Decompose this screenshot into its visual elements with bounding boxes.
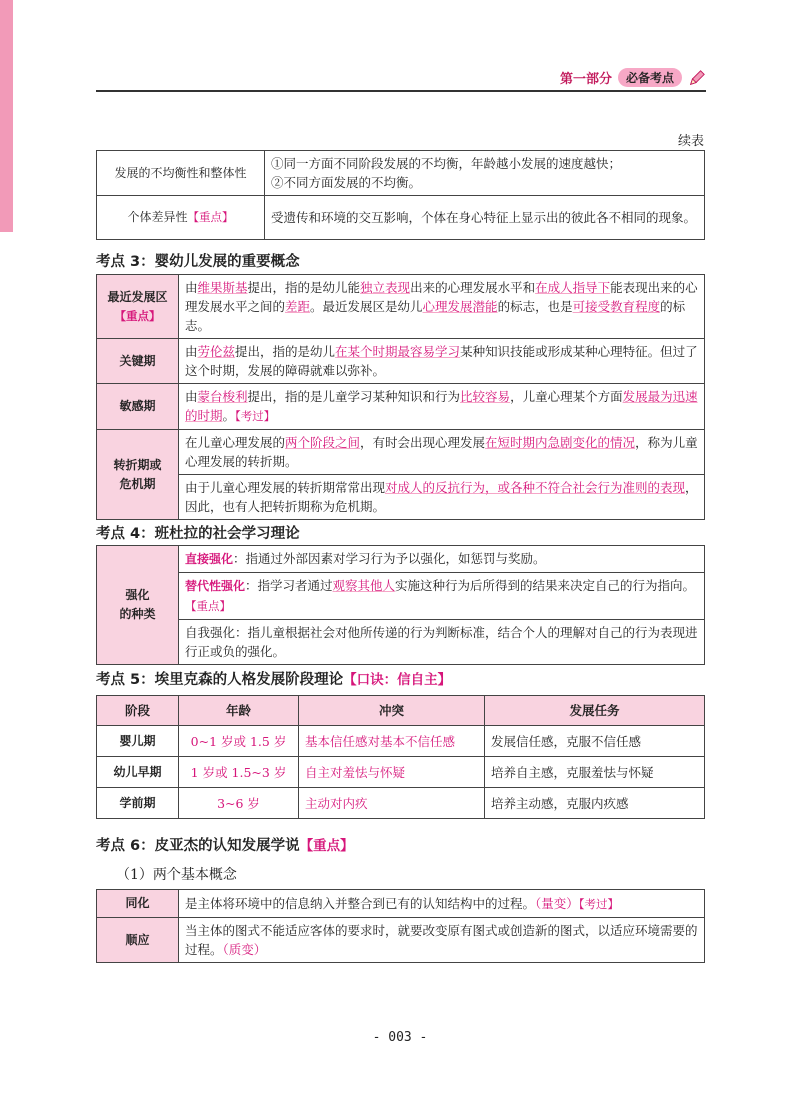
section-5-title: 考点 5：埃里克森的人格发展阶段理论【口诀：信自主】: [96, 672, 452, 688]
table-row: [97, 890, 705, 918]
desc-cell: 受遗传和环境的交互影响，个体在身心特征上显示出的彼此各不相同的现象。: [265, 196, 705, 240]
section-3-title: 考点 3：婴幼儿发展的重要概念: [96, 254, 300, 270]
term-cell: 顺应: [97, 918, 179, 963]
desc-cell: 是主体将环境中的信息纳入并整合到已有的认知结构中的过程。（量变）【考过】: [179, 890, 705, 918]
desc-cell: ①同一方面不同阶段发展的不均衡，年龄越小发展的速度越快； ②不同方面发展的不均衡。: [265, 151, 705, 196]
age-cell: 1 岁或 1.5~3 岁: [179, 757, 299, 788]
column-header: 冲突: [299, 696, 485, 726]
desc-cell: 由蒙台梭利提出，指的是儿童学习某种知识和行为比较容易，儿童心理某个方面发展最为迅速的时期。【考过】: [179, 384, 705, 430]
concepts-table: [96, 274, 705, 520]
term-cell: 发展的不均衡性和整体性: [97, 151, 265, 196]
age-cell: 3~6 岁: [179, 788, 299, 819]
term-cell: 个体差异性【重点】: [97, 196, 265, 240]
development-traits-table: [96, 150, 705, 240]
conflict-cell: 自主对羞怯与怀疑: [299, 757, 485, 788]
table-row: [97, 620, 705, 665]
section-4-title: 考点 4：班杜拉的社会学习理论: [96, 526, 300, 542]
stage-cell: 学前期: [97, 788, 179, 819]
stage-cell: 婴儿期: [97, 726, 179, 757]
desc-cell: 自我强化：指儿童根据社会对他所传递的行为判断标准，结合个人的理解对自己的行为表现进行正或负的强化。: [179, 620, 705, 665]
section-6-title: 考点 6：皮亚杰的认知发展学说【重点】: [96, 838, 354, 854]
task-cell: 发展信任感，克服不信任感: [485, 726, 705, 757]
table-row: [97, 339, 705, 384]
section-6-subtitle: （1）两个基本概念: [116, 867, 237, 883]
age-cell: 0~1 岁或 1.5 岁: [179, 726, 299, 757]
table-row: [97, 573, 705, 620]
side-color-tab: [0, 0, 13, 232]
pencil-icon: [688, 69, 706, 87]
column-header: 发展任务: [485, 696, 705, 726]
header-section-badge: 必备考点: [618, 68, 682, 87]
table-row: [97, 151, 705, 196]
desc-cell: 由于儿童心理发展的转折期常常出现对成人的反抗行为，或各种不符合社会行为准则的表现，因此，也有人把转折期称为危机期。: [179, 475, 705, 520]
term-cell: 最近发展区 【重点】: [97, 275, 179, 339]
table-row: [97, 475, 705, 520]
term-cell: 同化: [97, 890, 179, 918]
stage-cell: 幼儿早期: [97, 757, 179, 788]
term-cell: 转折期或 危机期: [97, 430, 179, 520]
conflict-cell: 基本信任感对基本不信任感: [299, 726, 485, 757]
term-cell: 强化 的种类: [97, 546, 179, 665]
desc-cell: 由劳伦兹提出，指的是幼儿在某个时期最容易学习某种知识技能或形成某种心理特征。但过了这个时期，发展的障碍就难以弥补。: [179, 339, 705, 384]
table-row: [97, 196, 705, 240]
table-row: [97, 918, 705, 963]
header-part-label: 第一部分: [559, 72, 612, 87]
table-header-row: [97, 696, 705, 726]
table-row: [97, 546, 705, 573]
table-row: [97, 275, 705, 339]
desc-cell: 当主体的图式不能适应客体的要求时，就要改变原有图式或创造新的图式，以适应环境需要的过程。（质变）: [179, 918, 705, 963]
task-cell: 培养主动感，克服内疚感: [485, 788, 705, 819]
table-row: [97, 726, 705, 757]
erikson-stages-table: [96, 695, 705, 819]
page-number: - 003 -: [372, 1030, 428, 1045]
desc-cell: 在儿童心理发展的两个阶段之间，有时会出现心理发展在短时期内急剧变化的情况，称为儿童心理发展的转折期。: [179, 430, 705, 475]
desc-cell: 替代性强化：指学习者通过观察其他人实施这种行为后所得到的结果来决定自己的行为指向。【重点】: [179, 573, 705, 620]
table-row: [97, 384, 705, 430]
column-header: 年龄: [179, 696, 299, 726]
continued-label: 续表: [677, 134, 704, 149]
piaget-concepts-table: [96, 889, 705, 963]
column-header: 阶段: [97, 696, 179, 726]
table-row: [97, 788, 705, 819]
task-cell: 培养自主感，克服羞怯与怀疑: [485, 757, 705, 788]
reinforcement-table: [96, 545, 705, 665]
conflict-cell: 主动对内疚: [299, 788, 485, 819]
desc-cell: 由维果斯基提出，指的是幼儿能独立表现出来的心理发展水平和在成人指导下能表现出来的心理发展水平之间的差距。最近发展区是幼儿心理发展潜能的标志，也是可接受教育程度的标志。: [179, 275, 705, 339]
table-row: [97, 757, 705, 788]
term-cell: 敏感期: [97, 384, 179, 430]
desc-cell: 直接强化：指通过外部因素对学习行为予以强化，如惩罚与奖励。: [179, 546, 705, 573]
term-cell: 关键期: [97, 339, 179, 384]
table-row: [97, 430, 705, 475]
page-header: [96, 66, 706, 92]
